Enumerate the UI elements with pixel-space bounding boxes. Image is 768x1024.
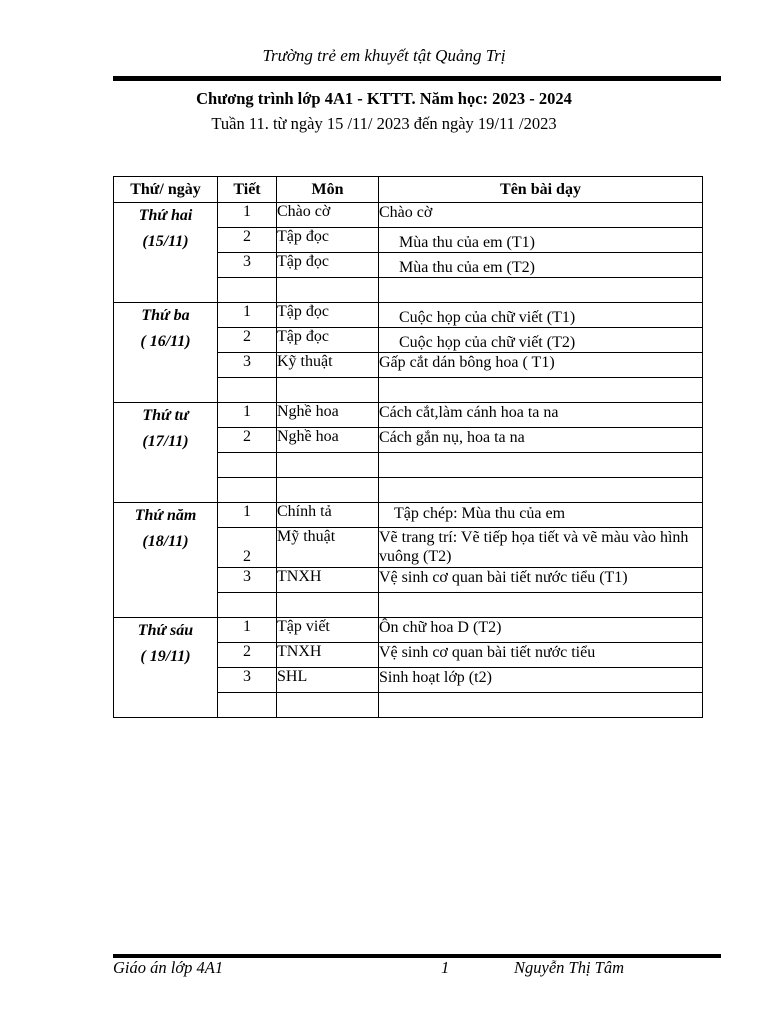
- table-row: [114, 503, 703, 528]
- table-header-row: [114, 177, 703, 203]
- col-header-subject: Môn: [277, 177, 379, 203]
- period-cell: 2: [218, 228, 277, 253]
- period-cell: 1: [218, 203, 277, 228]
- lesson-cell: [379, 478, 703, 503]
- period-cell: [218, 378, 277, 403]
- subject-cell: TNXH: [277, 643, 379, 668]
- period-cell: 1: [218, 303, 277, 328]
- day-cell: [114, 203, 218, 303]
- lesson-cell: Vệ sinh cơ quan bài tiết nước tiểu: [379, 643, 703, 668]
- period-cell: 2: [218, 528, 277, 568]
- subject-cell: Nghề hoa: [277, 428, 379, 453]
- day-date: (18/11): [142, 533, 189, 550]
- lesson-cell: Chào cờ: [379, 203, 703, 228]
- subject-cell: TNXH: [277, 568, 379, 593]
- day-cell: [114, 618, 218, 718]
- subject-cell: [277, 693, 379, 718]
- lesson-cell: Tập chép: Mùa thu của em: [379, 503, 703, 528]
- subject-cell: [277, 453, 379, 478]
- subject-cell: [277, 478, 379, 503]
- subject-cell: Kỹ thuật: [277, 353, 379, 378]
- lesson-cell: [379, 453, 703, 478]
- col-header-period: Tiết: [218, 177, 277, 203]
- schedule-table: [113, 176, 703, 718]
- period-cell: [218, 453, 277, 478]
- table-row: [114, 203, 703, 228]
- period-cell: [218, 478, 277, 503]
- day-cell: [114, 403, 218, 503]
- lesson-cell: [379, 378, 703, 403]
- lesson-cell: Ôn chữ hoa D (T2): [379, 618, 703, 643]
- day-date: (15/11): [142, 233, 189, 250]
- period-cell: 2: [218, 328, 277, 353]
- lesson-cell: Sinh hoạt lớp (t2): [379, 668, 703, 693]
- day-name: Thứ hai: [138, 207, 193, 224]
- page-subtitle: Tuần 11. từ ngày 15 /11/ 2023 đến ngày 19/11 /2023: [211, 114, 557, 133]
- subject-cell: Tập đọc: [277, 328, 379, 353]
- period-cell: 3: [218, 253, 277, 278]
- subject-cell: Nghề hoa: [277, 403, 379, 428]
- col-header-lesson: Tên bài dạy: [379, 177, 703, 203]
- lesson-cell: Cách cắt,làm cánh hoa ta na: [379, 403, 703, 428]
- period-cell: [218, 278, 277, 303]
- table-row: [114, 403, 703, 428]
- lesson-cell: Mùa thu của em (T2): [379, 253, 703, 278]
- day-date: ( 16/11): [140, 333, 191, 350]
- footer-lesson-plan: Giáo án lớp 4A1: [113, 958, 224, 977]
- subject-cell: Tập viết: [277, 618, 379, 643]
- header-rule: [113, 76, 721, 81]
- subject-cell: Tập đọc: [277, 253, 379, 278]
- page-title: Chương trình lớp 4A1 - KTTT. Năm học: 2023 - 2024: [196, 89, 572, 108]
- period-cell: 1: [218, 618, 277, 643]
- lesson-cell: [379, 593, 703, 618]
- day-cell: [114, 503, 218, 618]
- period-cell: 3: [218, 668, 277, 693]
- lesson-cell: Vẽ trang trí: Vẽ tiếp họa tiết và vẽ màu vào hình vuông (T2): [379, 528, 703, 568]
- table-row: [114, 618, 703, 643]
- subject-cell: Mỹ thuật: [277, 528, 379, 568]
- day-name: Thứ năm: [134, 507, 197, 524]
- day-date: ( 19/11): [140, 648, 191, 665]
- lesson-cell: [379, 278, 703, 303]
- period-cell: 3: [218, 568, 277, 593]
- period-cell: 1: [218, 503, 277, 528]
- subject-cell: SHL: [277, 668, 379, 693]
- subject-cell: [277, 593, 379, 618]
- subject-cell: [277, 378, 379, 403]
- subject-cell: Tập đọc: [277, 228, 379, 253]
- period-cell: 2: [218, 428, 277, 453]
- page-number: 1: [441, 958, 450, 977]
- footer-author: Nguyễn Thị Tâm: [514, 958, 625, 977]
- day-name: Thứ ba: [141, 307, 190, 324]
- subject-cell: Chào cờ: [277, 203, 379, 228]
- table-row: [114, 303, 703, 328]
- day-name: Thứ sáu: [137, 622, 194, 639]
- subject-cell: [277, 278, 379, 303]
- period-cell: 2: [218, 643, 277, 668]
- lesson-cell: [379, 693, 703, 718]
- period-cell: [218, 593, 277, 618]
- day-name: Thứ tư: [142, 407, 189, 424]
- period-cell: 1: [218, 403, 277, 428]
- lesson-cell: Mùa thu của em (T1): [379, 228, 703, 253]
- day-cell: [114, 303, 218, 403]
- col-header-day: Thứ/ ngày: [114, 177, 218, 203]
- period-cell: [218, 693, 277, 718]
- subject-cell: Chính tả: [277, 503, 379, 528]
- day-date: (17/11): [142, 433, 189, 450]
- lesson-cell: Vệ sinh cơ quan bài tiết nước tiểu (T1): [379, 568, 703, 593]
- period-cell: 3: [218, 353, 277, 378]
- subject-cell: Tập đọc: [277, 303, 379, 328]
- lesson-cell: Gấp cắt dán bông hoa ( T1): [379, 353, 703, 378]
- lesson-cell: Cách gắn nụ, hoa ta na: [379, 428, 703, 453]
- lesson-cell: Cuộc họp của chữ viết (T1): [379, 303, 703, 328]
- page-footer: [113, 958, 721, 980]
- lesson-cell: Cuộc họp của chữ viết (T2): [379, 328, 703, 353]
- school-header: Trường trẻ em khuyết tật Quảng Trị: [262, 46, 506, 65]
